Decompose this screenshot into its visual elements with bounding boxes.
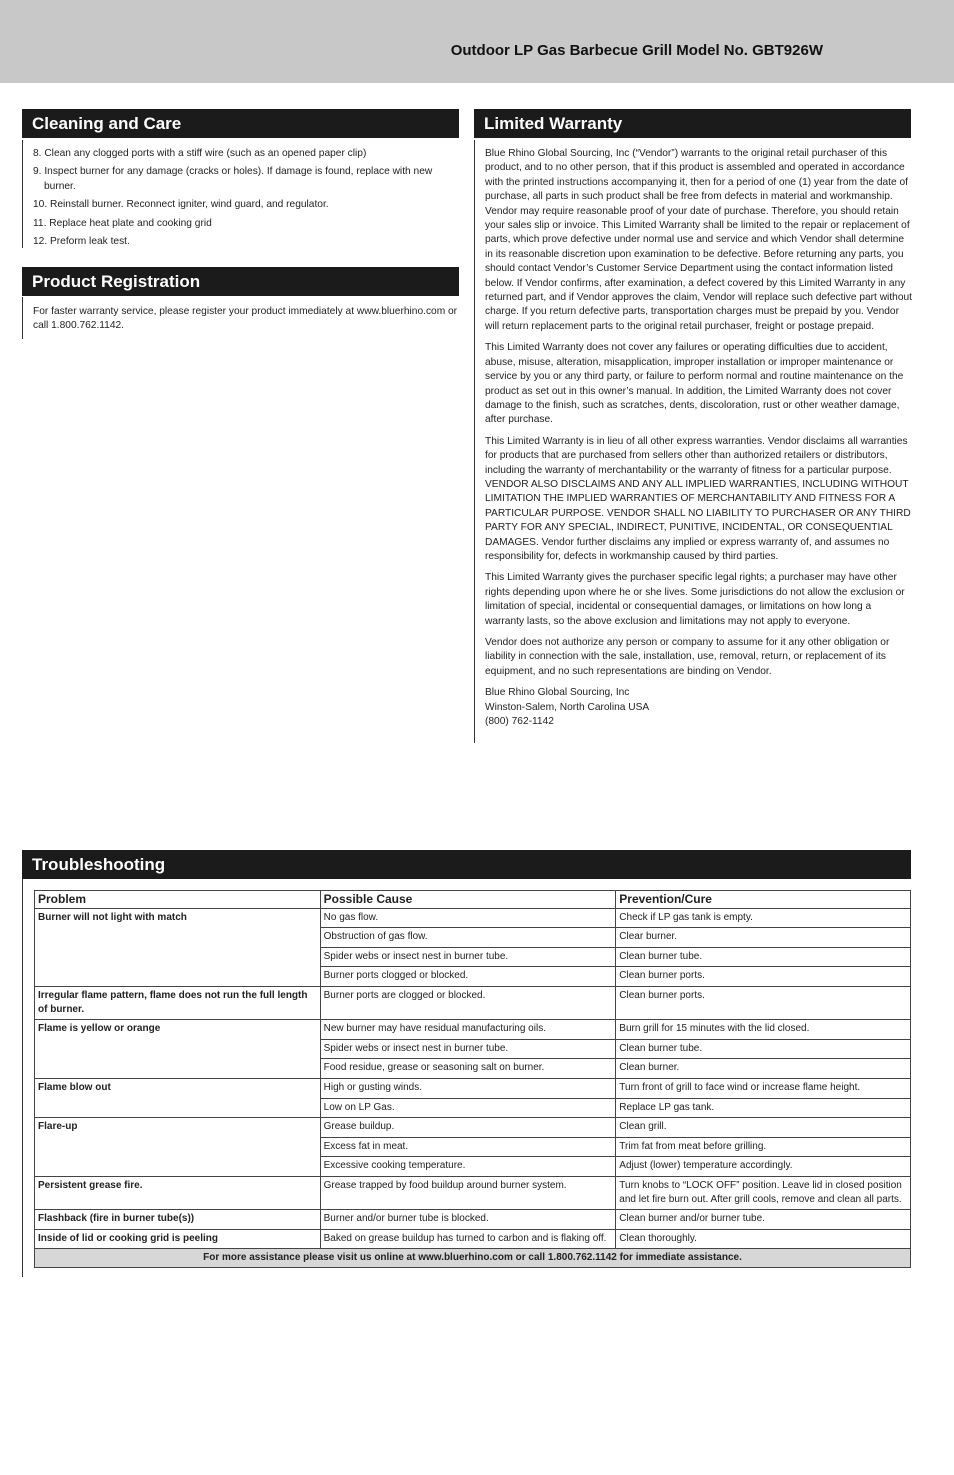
table-body	[35, 908, 911, 1249]
cure-cell: Clean burner tube.	[616, 947, 911, 967]
cure-cell: Check if LP gas tank is empty.	[616, 908, 911, 928]
table-row	[35, 1210, 911, 1230]
cure-cell: Turn front of grill to face wind or increase flame height.	[616, 1078, 911, 1098]
address-line: (800) 762-1142	[485, 716, 554, 728]
column-header: Prevention/Cure	[616, 891, 911, 909]
assistance-note: For more assistance please visit us online at www.bluerhino.com or call 1.800.762.1142 for immediate assistance.	[35, 1249, 911, 1268]
cleaning-list	[33, 147, 438, 253]
troubleshooting-heading: Troubleshooting	[22, 850, 911, 879]
warranty-divider	[474, 140, 475, 743]
cause-cell: Spider webs or insect nest in burner tube.	[320, 947, 616, 967]
column-header: Possible Cause	[320, 891, 616, 909]
cure-cell: Clean burner.	[616, 1059, 911, 1079]
cleaning-divider	[22, 140, 23, 248]
cause-cell: Burner ports are clogged or blocked.	[320, 986, 616, 1019]
cause-cell: Grease trapped by food buildup around burner system.	[320, 1176, 616, 1209]
cleaning-item: 9. Inspect burner for any damage (cracks or holes). If damage is found, replace with new burner.	[33, 166, 433, 192]
cleaning-heading: Cleaning and Care	[22, 109, 459, 138]
column-header: Problem	[35, 891, 321, 909]
cure-cell: Replace LP gas tank.	[616, 1098, 911, 1118]
table-footer-row	[35, 1249, 911, 1268]
table-row	[35, 1078, 911, 1098]
warranty-paragraph: This Limited Warranty is in lieu of all other express warranties. Vendor disclaims all warranties for products that are purchased from sellers other than authorized retailers or distributors, including the warranty of merchantability or the warranty of fitness for a particular purpose. VENDOR ALSO DISCLAIMS AND ANY ALL IMPLIED WARRANTIES, INCLUDING WITHOUT LIMITATION THE IMPLIED WARRANTIES OF MERCHANTABILITY AND FITNESS FOR A PARTICULAR PURPOSE. VENDOR SHALL NO LIABILITY TO PURCHASER OR ANY THIRD PARTY FOR ANY SPECIAL, INDIRECT, PUNITIVE, INCIDENTAL, OR CONSEQUENTIAL DAMAGES. Vendor further disclaims any implied or express warranty of, and assumes no responsibility for, defects in workmanship caused by third parties.	[485, 435, 911, 562]
cure-cell: Clean thoroughly.	[616, 1229, 911, 1249]
cure-cell: Clean burner tube.	[616, 1039, 911, 1059]
cleaning-item: 8. Clean any clogged ports with a stiff wire (such as an opened paper clip)	[33, 148, 367, 159]
table-row	[35, 1020, 911, 1040]
warranty-heading: Limited Warranty	[474, 109, 911, 138]
problem-cell: Flame blow out	[35, 1078, 321, 1117]
registration-heading: Product Registration	[22, 267, 459, 296]
cause-cell: New burner may have residual manufacturing oils.	[320, 1020, 616, 1040]
troubleshooting-table	[34, 890, 911, 1268]
address-line: Winston-Salem, North Carolina USA	[485, 701, 650, 713]
top-banner	[0, 0, 954, 83]
cause-cell: Baked on grease buildup has turned to carbon and is flaking off.	[320, 1229, 616, 1249]
cure-cell: Clean burner ports.	[616, 967, 911, 987]
cure-cell: Clean burner ports.	[616, 986, 911, 1019]
cure-cell: Clean burner and/or burner tube.	[616, 1210, 911, 1230]
cause-cell: Spider webs or insect nest in burner tube.	[320, 1039, 616, 1059]
table-row	[35, 1118, 911, 1138]
registration-text: For faster warranty service, please register your product immediately at www.bluerhino.com or call 1.800.762.1142.	[33, 306, 458, 332]
cause-cell: Low on LP Gas.	[320, 1098, 616, 1118]
cleaning-item: 12. Preform leak test.	[33, 236, 130, 248]
warranty-paragraph: Blue Rhino Global Sourcing, Inc (“Vendor”) warrants to the original retail purchaser of this product, and to no other person, that if this product is assembled and operated in accordance with the printed instructions accompanying it, then for a period of one (1) year from the date of purchase, all parts in such product shall be free from defects in material and workmanship. Vendor may require reasonable proof of your date of purchase. Therefore, you should retain your sales slip or invoice. This Limited Warranty shall be limited to the repair or replacement of parts, which prove defective under normal use and service and which Vendor shall determine in its reasonable discretion upon examination to be defective. Before returning any parts, you should contact Vendor’s Customer Service Department using the contact information listed below. If Vendor confirms, after examination, a defect covered by this Limited Warranty in any returned part, and if Vendor approves the claim, Vendor will replace such defective part without charge. If you return defective parts, transportation charges must be prepaid by you. Vendor will return replacement parts to the original retail purchaser, freight or postage prepaid.	[485, 148, 912, 332]
cause-cell: Burner and/or burner tube is blocked.	[320, 1210, 616, 1230]
cleaning-item: 10. Reinstall burner. Reconnect igniter, wind guard, and regulator.	[33, 199, 329, 211]
problem-cell: Persistent grease fire.	[35, 1176, 321, 1209]
page-title: Outdoor LP Gas Barbecue Grill Model No. GBT926W	[450, 42, 823, 59]
problem-cell: Flame is yellow or orange	[35, 1020, 321, 1079]
problem-cell: Flare-up	[35, 1118, 321, 1177]
problem-cell: Burner will not light with match	[35, 908, 321, 986]
cure-cell: Burn grill for 15 minutes with the lid closed.	[616, 1020, 911, 1040]
table-row	[35, 986, 911, 1019]
cure-cell: Trim fat from meat before grilling.	[616, 1137, 911, 1157]
registration-divider	[22, 297, 23, 339]
table-row	[35, 1176, 911, 1209]
problem-cell: Flashback (fire in burner tube(s))	[35, 1210, 321, 1230]
warranty-paragraph: This Limited Warranty does not cover any failures or operating difficulties due to accident, abuse, misuse, alteration, misapplication, improper installation or improper maintenance or service by you or any third party, or failure to perform normal and routine maintenance on the product as set out in this owner’s manual. In addition, the Limited Warranty does not cover damage to the finish, such as scratches, dents, discoloration, rust or other weather damage, after purchase.	[485, 342, 904, 426]
table-row	[35, 908, 911, 928]
problem-cell: Irregular flame pattern, flame does not run the full length of burner.	[35, 986, 321, 1019]
cure-cell: Adjust (lower) temperature accordingly.	[616, 1157, 911, 1177]
warranty-paragraph: Vendor does not authorize any person or company to assume for it any other obligation or liability in connection with the sale, installation, use, removal, return, or replacement of its equipment, and no such representations are binding on Vendor.	[485, 637, 890, 677]
cause-cell: High or gusting winds.	[320, 1078, 616, 1098]
troubleshooting-divider	[22, 879, 23, 1277]
warranty-body	[485, 147, 912, 729]
cleaning-item: 11. Replace heat plate and cooking grid	[33, 217, 212, 229]
address-line: Blue Rhino Global Sourcing, Inc	[485, 687, 630, 699]
cure-cell: Clear burner.	[616, 928, 911, 948]
warranty-paragraph: This Limited Warranty gives the purchaser specific legal rights; a purchaser may have other rights depending upon where he or she lives. Some jurisdictions do not allow the exclusion or limitation of special, incidental or consequential damages, or limitations on how long a warranty lasts, so the above exclusion and limitations may not apply to everyone.	[485, 572, 905, 627]
cause-cell: Burner ports clogged or blocked.	[320, 967, 616, 987]
cause-cell: Excessive cooking temperature.	[320, 1157, 616, 1177]
cause-cell: Excess fat in meat.	[320, 1137, 616, 1157]
table-row	[35, 1229, 911, 1249]
problem-cell: Inside of lid or cooking grid is peeling	[35, 1229, 321, 1249]
cause-cell: No gas flow.	[320, 908, 616, 928]
cause-cell: Food residue, grease or seasoning salt on burner.	[320, 1059, 616, 1079]
table-header-row	[35, 891, 911, 909]
cure-cell: Clean grill.	[616, 1118, 911, 1138]
cure-cell: Turn knobs to “LOCK OFF” position. Leave lid in closed position and let fire burn out. After grill cools, remove and clean all parts.	[616, 1176, 911, 1209]
cause-cell: Grease buildup.	[320, 1118, 616, 1138]
warranty-address	[485, 686, 912, 729]
cause-cell: Obstruction of gas flow.	[320, 928, 616, 948]
